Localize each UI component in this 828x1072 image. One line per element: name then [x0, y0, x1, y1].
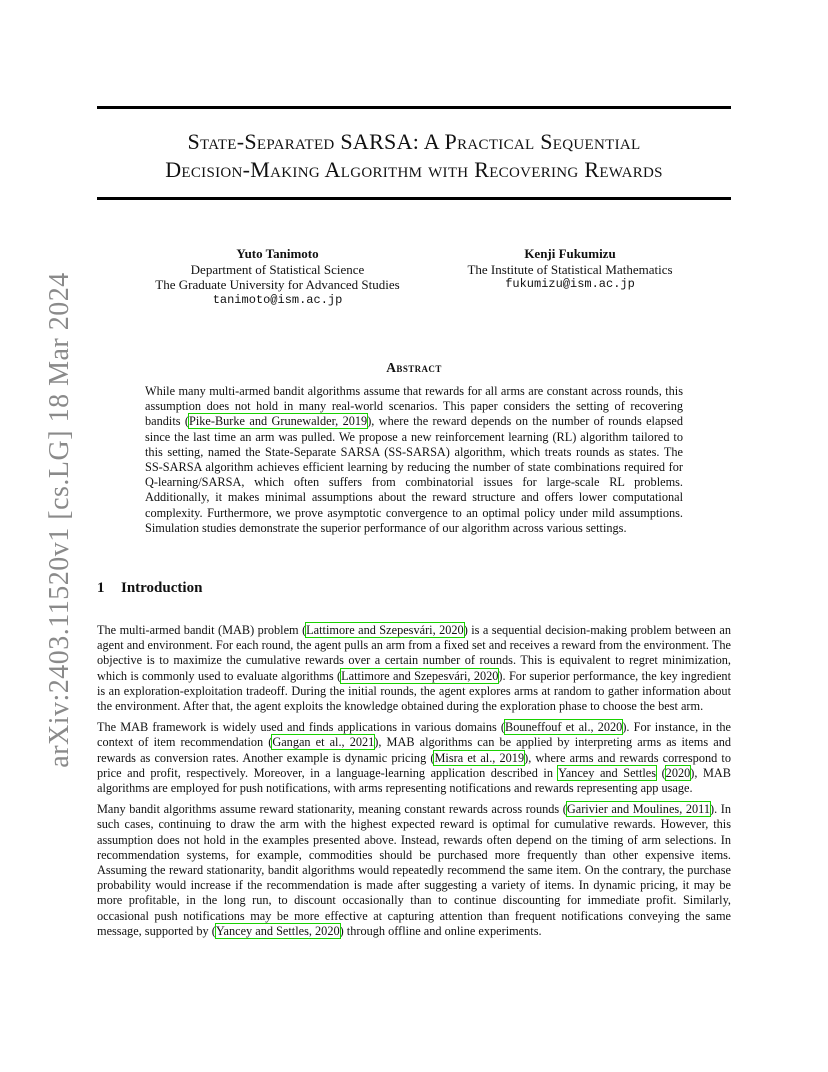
author-institution: The Graduate University for Advanced Studies: [155, 277, 400, 292]
title-rule-top: [97, 106, 731, 109]
arxiv-identifier: arXiv:2403.11520v1 [cs.LG] 18 Mar 2024: [44, 272, 75, 768]
citation-link[interactable]: 2020: [665, 765, 691, 780]
text-run: ) is a sequential decision-making problem between an agent and environment. For each round, the agent pulls an arm from a fixed set and receives a reward from the environment. The objective is to maximize the cumulative rewards over a certain number of rounds. This is equivalent to regret minimization, which is commonly used to evaluate algorithms (: [97, 623, 731, 683]
author-name: Yuto Tanimoto: [236, 246, 319, 261]
author-email[interactable]: fukumizu@ism.ac.jp: [505, 277, 635, 291]
text-run: ), where arms and rewards correspond to price and profit, respectively. Moreover, in a language-learning application described in: [97, 750, 731, 780]
citation-link[interactable]: Misra et al., 2019: [434, 750, 525, 765]
author-department: Department of Statistical Science: [190, 261, 365, 277]
text-run: The MAB framework is widely used and finds applications in various domains (: [97, 720, 505, 735]
abstract-heading: Abstract: [386, 360, 442, 375]
section-number: 1: [97, 580, 105, 596]
text-run: ). In such cases, continuing to draw the arm with the highest expected reward is optimal for cumulative rewards. However, this assumption does not hold in the examples presented above. Instead, rewards often depend on the timing of arm selections. In recommendation systems, for example, commodities should be purchased more frequently than other expensive items. Assuming the reward stationarity, bandit algorithms would repeatedly recommend the same item. On the contrary, the purchase probability would increase if the recommendation is made after suggesting a variety of items. In dynamic pricing, it may be more profitable, in the long run, to discount occasionally than to continue discounting for immediate profit. Similarly, occasional push notifications may be more effective at capturing attention than frequent notifications conveying the same message, supported by (: [97, 802, 731, 938]
citation-link[interactable]: Lattimore and Szepesvári, 2020: [341, 668, 499, 683]
citation-link[interactable]: Gangan et al., 2021: [272, 735, 375, 750]
paragraph-2: [97, 720, 731, 796]
paper-title: [97, 128, 731, 184]
text-run: The multi-armed bandit (MAB) problem (: [97, 623, 307, 637]
text-run: (: [656, 765, 666, 780]
author-name: Kenji Fukumizu: [524, 246, 616, 261]
arxiv-margin-stamp: [40, 272, 80, 768]
author-block-1: [140, 246, 415, 308]
text-run: ). For superior performance, the key ingredient is an exploration-exploitation tradeoff. During the initial rounds, the agent explores arms at random to gather information about the environment. After that, the agent exploits the knowledge obtained during the exploration phase to choose the best arm.: [97, 668, 731, 714]
citation-link[interactable]: Pike-Burke and Grunewalder, 2019: [188, 414, 368, 429]
abstract-text: [145, 384, 683, 536]
citation-link[interactable]: Yancey and Settles, 2020: [215, 923, 340, 938]
citation-link[interactable]: Garivier and Moulines, 2011: [566, 802, 710, 817]
citation-link[interactable]: Yancey and Settles: [558, 765, 657, 780]
citation-link[interactable]: Bouneffouf et al., 2020: [505, 720, 623, 735]
author-block-2: [445, 246, 695, 293]
author-email[interactable]: tanimoto@ism.ac.jp: [212, 292, 343, 307]
citation-link[interactable]: Lattimore and Szepesvári, 2020: [306, 623, 464, 637]
paragraph-3: [97, 802, 731, 939]
text-run: ) through offline and online experiments.: [339, 923, 542, 938]
text-run: Many bandit algorithms assume reward stationarity, meaning constant rewards across rounds (: [97, 802, 567, 817]
text-run: ), MAB algorithms are employed for push notifications, with arms representing notifications and rewards representing app usage.: [97, 765, 731, 796]
title-rule-bottom: [97, 197, 731, 200]
body-text: [97, 623, 731, 945]
paragraph-1: [97, 623, 731, 714]
abstract-text-run: While many multi-armed bandit algorithms assume that rewards for all arms are constant across rounds, this assumption does not hold in many real-world scenarios. This paper considers the setting of recovering bandits (: [145, 384, 683, 429]
author-department: The Institute of Statistical Mathematics: [467, 261, 673, 277]
section-title: Introduction: [121, 580, 203, 596]
text-run: ). For instance, in the context of item recommendation (: [97, 720, 731, 750]
title-line-2: Decision-Making Algorithm with Recovering Rewards: [165, 157, 663, 182]
title-line-1: State-Separated SARSA: A Practical Sequential: [187, 129, 641, 154]
section-heading: [97, 580, 202, 597]
abstract-text-run: ), where the reward depends on the number of rounds elapsed since the last time an arm was pulled. We propose a new reinforcement learning (RL) algorithm tailored to this setting, named the State-Separate SARSA (SS-SARSA) algorithm, which treats rounds as states. The SS-SARSA algorithm achieves efficient learning by reducing the number of state combinations required for Q-learning/SARSA, which often suffers from combinatorial issues for large-scale RL problems. Additionally, it makes minimal assumptions about the reward structure and offers lower computational complexity. Furthermore, we prove asymptotic convergence to an optimal policy under mild assumptions. Simulation studies demonstrate the superior performance of our algorithm across various settings.: [145, 414, 683, 535]
text-run: ), MAB algorithms can be applied by interpreting arms as items and rewards as conversion rates. Another example is dynamic pricing (: [97, 735, 731, 765]
